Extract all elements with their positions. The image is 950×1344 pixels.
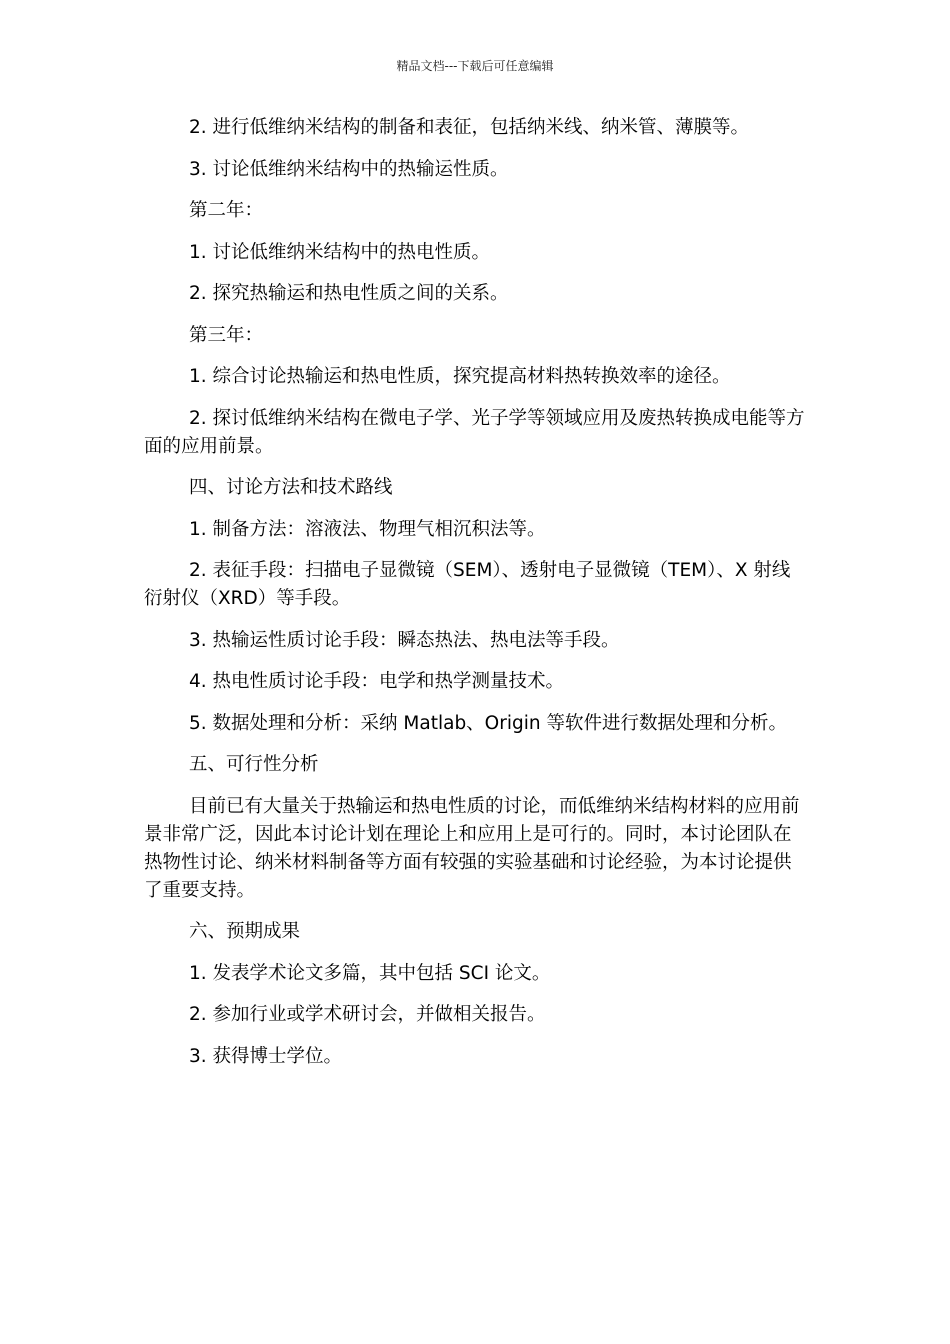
paragraph-method-2: 2. 表征手段：扫描电子显微镜（SEM）、透射电子显微镜（TEM）、X 射线衍射仪（XRD）等手段。: [144, 560, 791, 609]
paragraph-feasibility: 目前已有大量关于热输运和热电性质的讨论，而低维纳米结构材料的应用前景非常广泛，因此本讨论计划在理论上和应用上是可行的。同时，本讨论团队在热物性讨论、纳米材料制备等方面有较强的实验基础和讨论经验，为本讨论提供了重要支持。: [144, 795, 800, 901]
paragraph-year2-task-2: 2. 探究热输运和热电性质之间的关系。: [189, 283, 509, 304]
section-heading-outcomes: 六、预期成果: [189, 921, 301, 942]
paragraph-outcome-3: 3. 获得博士学位。: [189, 1045, 343, 1067]
section-heading-methods: 四、讨论方法和技术路线: [189, 477, 393, 498]
page-header: 精品文档---下载后可任意编辑: [396, 59, 554, 73]
paragraph-method-4: 4. 热电性质讨论手段：电学和热学测量技术。: [189, 671, 565, 692]
paragraph-method-3: 3. 热输运性质讨论手段：瞬态热法、热电法等手段。: [189, 629, 620, 651]
paragraph-outcome-2: 2. 参加行业或学术研讨会，并做相关报告。: [189, 1004, 546, 1025]
paragraph-task-2: 2. 进行低维纳米结构的制备和表征，包括纳米线、纳米管、薄膜等。: [189, 117, 750, 138]
paragraph-task-3: 3. 讨论低维纳米结构中的热输运性质。: [189, 158, 509, 180]
document-body: [144, 114, 808, 1084]
section-heading-feasibility: 五、可行性分析: [189, 754, 319, 775]
paragraph-method-1: 1. 制备方法：溶液法、物理气相沉积法等。: [189, 518, 546, 540]
paragraph-year3-task-1: 1. 综合讨论热输运和热电性质，探究提高材料热转换效率的途径。: [189, 366, 731, 387]
heading-year-three: 第三年：: [189, 324, 264, 346]
paragraph-method-5: 5. 数据处理和分析：采纳 Matlab、Origin 等软件进行数据处理和分析。: [189, 712, 787, 734]
heading-year-two: 第二年：: [189, 200, 264, 221]
paragraph-year3-task-2: 2. 探讨低维纳米结构在微电子学、光子学等领域应用及废热转换成电能等方面的应用前景。: [144, 407, 805, 457]
paragraph-outcome-1: 1. 发表学术论文多篇，其中包括 SCI 论文。: [189, 962, 551, 984]
paragraph-year2-task-1: 1. 讨论低维纳米结构中的热电性质。: [189, 241, 491, 263]
